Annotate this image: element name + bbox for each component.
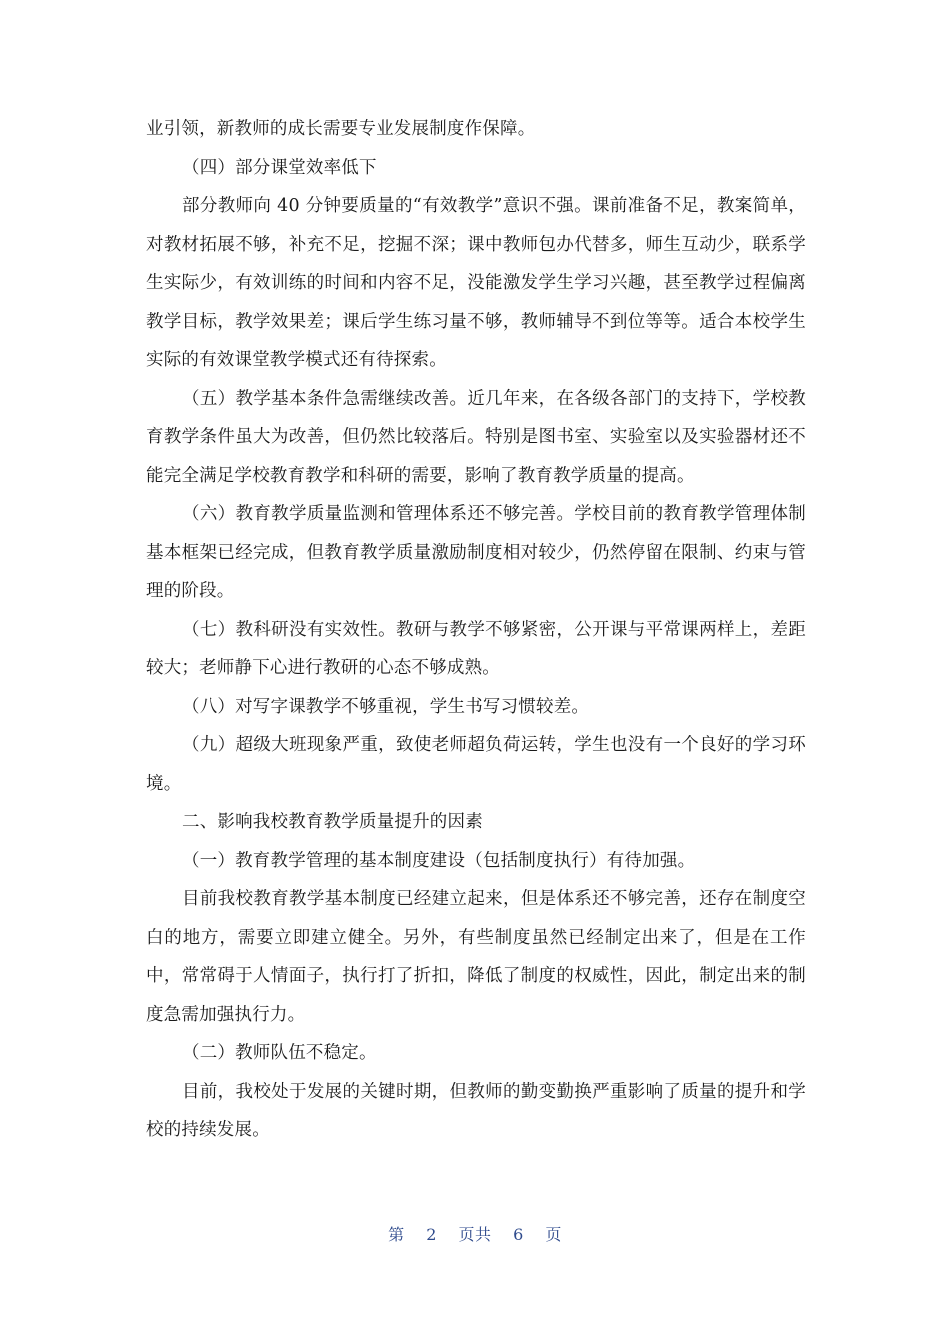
total-pages-number: 6 bbox=[513, 1225, 524, 1244]
subsection-heading: （一）教育教学管理的基本制度建设（包括制度执行）有待加强。 bbox=[182, 850, 696, 871]
paragraph: （七）教科研没有实效性。教研与教学不够紧密，公开课与平常课两样上，差距较大；老师静下心进行教研的心态不够成熟。 bbox=[146, 619, 806, 678]
paragraph: 部分教师向 40 分钟要质量的“有效教学”意识不强。课前准备不足，教案简单，对教材拓展不够，补充不足，挖掘不深；课中教师包办代替多，师生互动少，联系学生实际少，有效训练的时间和内容不足，没能激发学生学习兴趣，甚至教学过程偏离教学目标，教学效果差；课后学生练习量不够，教师辅导不到位等等。适合本校学生实际的有效课堂教学模式还有待探索。 bbox=[146, 196, 806, 370]
paragraph: 业引领，新教师的成长需要专业发展制度作保障。 bbox=[146, 119, 536, 139]
footer-suffix: 页 bbox=[545, 1225, 562, 1244]
subsection-heading: （二）教师队伍不稳定。 bbox=[182, 1043, 377, 1063]
paragraph: 目前，我校处于发展的关键时期，但教师的勤变勤换严重影响了质量的提升和学校的持续发展。 bbox=[146, 1081, 806, 1140]
page-footer bbox=[0, 1222, 950, 1245]
paragraph: （五）教学基本条件急需继续改善。近几年来，在各级各部门的支持下，学校教育教学条件虽大为改善，但仍然比较落后。特别是图书室、实验室以及实验器材还不能完全满足学校教育教学和科研的需要，影响了教育教学质量的提高。 bbox=[146, 388, 806, 486]
section-heading: （四）部分课堂效率低下 bbox=[182, 157, 377, 178]
document-body bbox=[146, 110, 806, 1150]
paragraph: （八）对写字课教学不够重视，学生书写习惯较差。 bbox=[182, 696, 590, 717]
paragraph: （六）教育教学质量监测和管理体系还不够完善。学校目前的教育教学管理体制基本框架已经完成，但教育教学质量激励制度相对较少，仍然停留在限制、约束与管理的阶段。 bbox=[146, 504, 806, 601]
section-heading: 二、影响我校教育教学质量提升的因素 bbox=[182, 812, 483, 832]
footer-middle: 页共 bbox=[458, 1225, 492, 1244]
current-page-number: 2 bbox=[426, 1225, 437, 1244]
paragraph: 目前我校教育教学基本制度已经建立起来，但是体系还不够完善，还存在制度空白的地方，需要立即建立健全。另外，有些制度虽然已经制定出来了，但是在工作中，常常碍于人情面子，执行打了折扣，降低了制度的权威性，因此，制定出来的制度急需加强执行力。 bbox=[146, 889, 806, 1025]
footer-prefix: 第 bbox=[388, 1225, 405, 1244]
paragraph: （九）超级大班现象严重，致使老师超负荷运转，学生也没有一个良好的学习环境。 bbox=[146, 735, 806, 794]
